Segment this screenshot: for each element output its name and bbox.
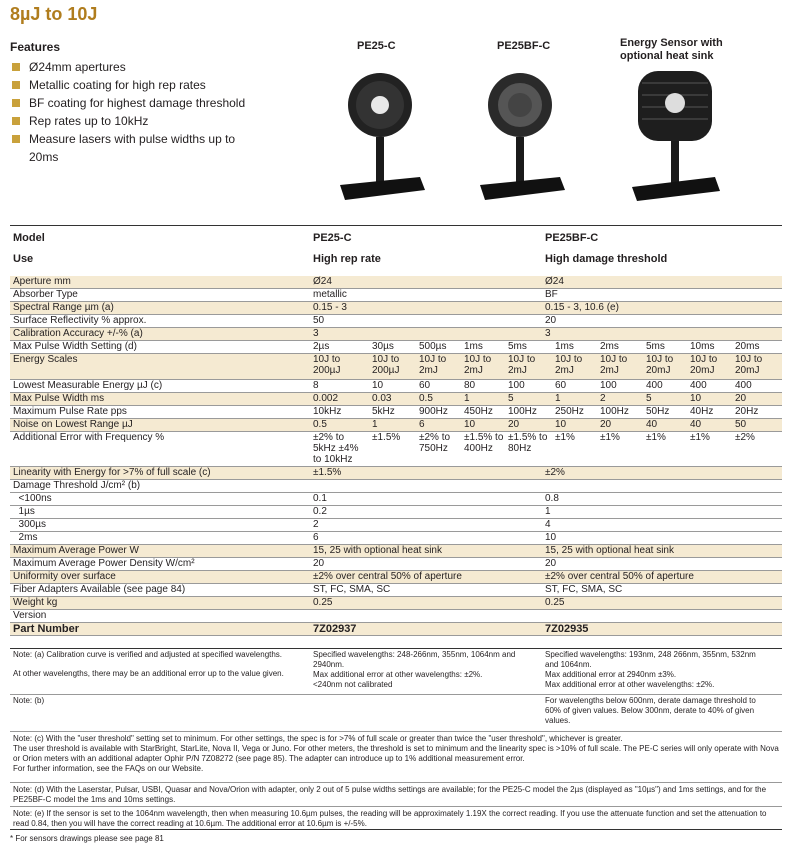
spec-v1: 0.2 <box>313 506 327 517</box>
spec-cell: ±1% <box>690 432 710 443</box>
spec-v1: 3 <box>313 328 319 339</box>
use-pe25bfc: High damage threshold <box>545 253 668 265</box>
use-label: Use <box>13 253 34 265</box>
spec-v1: 0.1 <box>313 493 327 504</box>
spec-cell: 30µs <box>372 341 394 352</box>
spec-cell: 0.5 <box>419 393 433 404</box>
model-pe25c: PE25-C <box>313 232 352 244</box>
spec-cell: ±1% <box>600 432 620 443</box>
spec-label: 2ms <box>13 532 38 543</box>
spec-cell: ±2% to 5kHz ±4% to 10kHz <box>313 432 359 465</box>
spec-v2: 20 <box>545 558 557 569</box>
spec-cell: ±1% <box>555 432 575 443</box>
spec-cell: 10ms <box>690 341 715 352</box>
note-d: Note: (d) With the Laserstar, Pulsar, USBI, Quasar and Nova/Orion with adapter, only 2 out of 5 pulse widths settings are available; for the PE25-C model the 2µs (displayed as "10µs") and 1ms settings, and for the PE25BF-C model the 1ms and 10ms settings. <box>10 782 782 806</box>
heatsink-sensor-image <box>620 65 730 205</box>
spec-cell: 1 <box>555 393 561 404</box>
spec-v2: 20 <box>545 315 557 326</box>
spec-cell: 0.002 <box>313 393 339 404</box>
feature-item: BF coating for highest damage threshold <box>10 94 250 112</box>
spec-cell: 10J to 2mJ <box>508 354 536 376</box>
spec-row <box>10 467 782 480</box>
spec-cell: 10J to 20mJ <box>646 354 674 376</box>
spec-cell: 60 <box>419 380 431 391</box>
spec-row-adderr <box>10 432 782 467</box>
spec-label: Maximum Pulse Rate pps <box>13 406 127 417</box>
spec-label: Noise on Lowest Range µJ <box>13 419 133 430</box>
spec-cell: 10J to 2mJ <box>419 354 447 376</box>
model-pe25bfc: PE25BF-C <box>545 232 599 244</box>
spec-cell: 10 <box>555 419 567 430</box>
spec-v2: BF <box>545 289 558 300</box>
spec-v2: 7Z02935 <box>545 623 589 635</box>
spec-cell: 10J to 2mJ <box>555 354 583 376</box>
spec-label: Weight kg <box>13 597 58 608</box>
spec-label: Part Number <box>13 623 80 635</box>
model-label: Model <box>13 232 45 244</box>
spec-v2: 10 <box>545 532 557 543</box>
spec-cell: 5 <box>508 393 514 404</box>
footnote: * For sensors drawings please see page 81 <box>10 834 164 843</box>
spec-cell: 400 <box>690 380 707 391</box>
spec-label: Linearity with Energy for >7% of full scale (c) <box>13 467 211 478</box>
spec-cell: 10 <box>372 380 384 391</box>
spec-v1: 7Z02937 <box>313 623 357 635</box>
product-label-pe25bfc: PE25BF-C <box>497 40 551 52</box>
spec-v1: ST, FC, SMA, SC <box>313 584 391 595</box>
spec-label: Fiber Adapters Available (see page 84) <box>13 584 186 595</box>
spec-cell: 1 <box>372 419 378 430</box>
use-pe25c: High rep rate <box>313 253 381 265</box>
spec-row <box>10 597 782 610</box>
spec-row <box>10 532 782 545</box>
spec-cell: 20 <box>600 419 612 430</box>
spec-cell: 60 <box>555 380 567 391</box>
spec-row <box>10 276 782 289</box>
spec-row <box>10 519 782 532</box>
spec-table <box>10 225 782 636</box>
spec-cell: ±1.5% to 400Hz <box>464 432 504 454</box>
model-row <box>10 226 782 247</box>
spec-row-maxpw <box>10 393 782 406</box>
spec-cell: 6 <box>419 419 425 430</box>
spec-row-rate <box>10 406 782 419</box>
note-a-left: Note: (a) Calibration curve is verified and adjusted at specified wavelengths. At other wavelengths, there may be an additional error up to the value given. <box>13 650 284 678</box>
spec-v1: ±1.5% <box>313 467 342 478</box>
spec-label: Maximum Average Power Density W/cm² <box>13 558 195 569</box>
spec-cell: 10kHz <box>313 406 342 417</box>
spec-cell: ±2% to 750Hz <box>419 432 451 454</box>
spec-label: Energy Scales <box>13 354 78 365</box>
spec-row-noise <box>10 419 782 432</box>
spec-cell: 10 <box>690 393 702 404</box>
bullet-icon <box>12 135 20 143</box>
spec-cell: 1ms <box>555 341 574 352</box>
spec-row-energy <box>10 354 782 380</box>
spec-cell: 5kHz <box>372 406 395 417</box>
spec-cell: 0.5 <box>313 419 327 430</box>
spec-cell: ±2% <box>735 432 755 443</box>
spec-cell: 5ms <box>646 341 665 352</box>
spec-cell: 100 <box>508 380 525 391</box>
spec-v1: ±2% over central 50% of aperture <box>313 571 462 582</box>
spec-cell: 10 <box>464 419 476 430</box>
spec-cell: 10J to 20mJ <box>735 354 763 376</box>
spec-cell: 100 <box>600 380 617 391</box>
bullet-icon <box>12 81 20 89</box>
spec-v2: 0.15 - 3, 10.6 (e) <box>545 302 619 313</box>
spec-v2: ST, FC, SMA, SC <box>545 584 623 595</box>
features-list <box>10 58 250 166</box>
spec-cell: 20ms <box>735 341 760 352</box>
spec-cell: 450Hz <box>464 406 493 417</box>
bullet-icon <box>12 63 20 71</box>
spec-cell: 10J to 200µJ <box>313 354 341 376</box>
spec-cell: 20 <box>735 393 747 404</box>
spec-label: Surface Reflectivity % approx. <box>13 315 147 326</box>
spec-v2: Ø24 <box>545 276 564 287</box>
spec-v2: ±2% <box>545 467 565 478</box>
spec-cell: 10J to 2mJ <box>600 354 628 376</box>
spec-cell: 10J to 2mJ <box>464 354 492 376</box>
spec-cell: 100Hz <box>600 406 629 417</box>
spec-cell: 20 <box>508 419 520 430</box>
notes <box>10 648 782 844</box>
spec-cell: 40 <box>646 419 658 430</box>
spec-v1: metallic <box>313 289 347 300</box>
bullet-icon <box>12 99 20 107</box>
spec-cell: ±1.5% to 80Hz <box>508 432 548 454</box>
note-a-mid: Specified wavelengths: 248-266nm, 355nm, 1064nm and 2940nm. Max additional error at other wavelengths: ±2%. <240nm not calibrated <box>313 650 516 689</box>
spec-cell: 250Hz <box>555 406 584 417</box>
spec-label: 1µs <box>13 506 35 517</box>
spec-row <box>10 506 782 519</box>
spec-row <box>10 302 782 315</box>
spec-label: Uniformity over surface <box>13 571 116 582</box>
spec-row <box>10 315 782 328</box>
spec-row <box>10 289 782 302</box>
spec-cell: 5 <box>646 393 652 404</box>
spec-v1: Ø24 <box>313 276 332 287</box>
spec-label: 300µs <box>13 519 47 530</box>
spec-cell: 500µs <box>419 341 447 352</box>
spec-cell: 20Hz <box>735 406 759 417</box>
spec-row <box>10 545 782 558</box>
feature-item: Measure lasers with pulse widths up to 20ms <box>10 130 250 166</box>
product-label-heatsink: Energy Sensor with optional heat sink <box>620 37 723 62</box>
spec-label: Spectral Range µm (a) <box>13 302 114 313</box>
note-c: Note: (c) With the "user threshold" setting set to minimum. For other settings, the spec is for >7% of full scale or greater than twice the "user threshold", whichever is greater. The user threshold is available with StarBright, StarLite, Nova II, Vega or Juno. For other meters, the threshold is set to minimum and the linearity spec is >10% of full scale. The PE-C series will only operate with Nova or Orion meters with an additional adapter Ophir P/N 7Z08272 (see page 85). The adapter can introduce up to 1% additional measurement error. For further information, see the FAQs on our Website. <box>10 731 782 782</box>
spec-v2: 0.8 <box>545 493 559 504</box>
spec-label: Damage Threshold J/cm² (b) <box>13 480 141 491</box>
spec-cell: 1 <box>464 393 470 404</box>
feature-item: Rep rates up to 10kHz <box>10 112 250 130</box>
spec-label: <100ns <box>13 493 52 504</box>
spec-v2: 3 <box>545 328 551 339</box>
spec-cell: 50 <box>735 419 747 430</box>
spec-cell: 400 <box>735 380 752 391</box>
spec-cell: 5ms <box>508 341 527 352</box>
feature-item: Ø24mm apertures <box>10 58 250 76</box>
spec-v2: ±2% over central 50% of aperture <box>545 571 694 582</box>
spec-label: Maximum Average Power W <box>13 545 139 556</box>
spec-label: Additional Error with Frequency % <box>13 432 165 443</box>
spec-cell: 1ms <box>464 341 483 352</box>
spec-row <box>10 493 782 506</box>
spec-cell: 2ms <box>600 341 619 352</box>
use-row <box>10 247 782 268</box>
spec-cell: 50Hz <box>646 406 670 417</box>
spec-row <box>10 571 782 584</box>
spec-v1: 50 <box>313 315 325 326</box>
note-a-right: Specified wavelengths: 193nm, 248 266nm, 355nm, 532nm and 1064nm. Max additional error at 2940nm ±3%. Max additional error at other wavelengths: ±2%. <box>545 650 756 689</box>
spec-cell: ±1.5% <box>372 432 401 443</box>
spec-cell: 900Hz <box>419 406 448 417</box>
spec-label: Calibration Accuracy +/-% (a) <box>13 328 143 339</box>
pe25bfc-sensor-image <box>470 65 570 205</box>
spec-v1: 20 <box>313 558 325 569</box>
spec-cell: ±1% <box>646 432 666 443</box>
spec-row <box>10 328 782 341</box>
spec-v1: 15, 25 with optional heat sink <box>313 545 442 556</box>
spec-v2: 1 <box>545 506 551 517</box>
note-b: Note: (b) For wavelengths below 600nm, derate damage threshold to 60% of given values. Below 300nm, derate to 40% of given values. <box>10 694 782 731</box>
spec-v2: 15, 25 with optional heat sink <box>545 545 674 556</box>
spec-cell: 400 <box>646 380 663 391</box>
spec-cell: 40Hz <box>690 406 714 417</box>
spec-v1: 2 <box>313 519 319 530</box>
note-e: Note: (e) If the sensor is set to the 1064nm wavelength, then when measuring 10.6µm pulses, the reading will be approximately 1.19X the correct reading. If you use the attenuate function and set the attenuation to read 0.84, then you will have the correct reading at 10.6µm. The additional error at 10.6µm is +/-5%. <box>10 806 782 830</box>
spec-row-lowest <box>10 380 782 393</box>
spec-cell: 100Hz <box>508 406 537 417</box>
spec-label: Lowest Measurable Energy µJ (c) <box>13 380 163 391</box>
spec-label: Absorber Type <box>13 289 78 300</box>
spec-label: Max Pulse Width ms <box>13 393 105 404</box>
spec-label: Aperture mm <box>13 276 71 287</box>
spec-row-pulse <box>10 341 782 354</box>
spec-row <box>10 610 782 623</box>
bullet-icon <box>12 117 20 125</box>
page-title: 8µJ to 10J <box>10 4 98 24</box>
spec-cell: 8 <box>313 380 319 391</box>
spec-row <box>10 584 782 597</box>
spec-row <box>10 623 782 636</box>
spec-v2: 0.25 <box>545 597 565 608</box>
spec-label: Version <box>13 610 47 621</box>
spec-cell: 0.03 <box>372 393 392 404</box>
spec-cell: 80 <box>464 380 476 391</box>
spec-cell: 10J to 200µJ <box>372 354 400 376</box>
spec-v2: 4 <box>545 519 551 530</box>
spec-cell: 10J to 20mJ <box>690 354 718 376</box>
spec-v1: 0.15 - 3 <box>313 302 347 313</box>
spec-cell: 40 <box>690 419 702 430</box>
spec-label: Max Pulse Width Setting (d) <box>13 341 137 352</box>
feature-item: Metallic coating for high rep rates <box>10 76 250 94</box>
spec-row <box>10 480 782 493</box>
spec-cell: 2 <box>600 393 606 404</box>
spec-v1: 0.25 <box>313 597 333 608</box>
spec-row <box>10 558 782 571</box>
features-heading: Features <box>10 40 61 54</box>
product-label-pe25c: PE25-C <box>357 40 396 52</box>
spec-v1: 6 <box>313 532 319 543</box>
spec-cell: 2µs <box>313 341 330 352</box>
pe25c-sensor-image <box>330 65 430 205</box>
